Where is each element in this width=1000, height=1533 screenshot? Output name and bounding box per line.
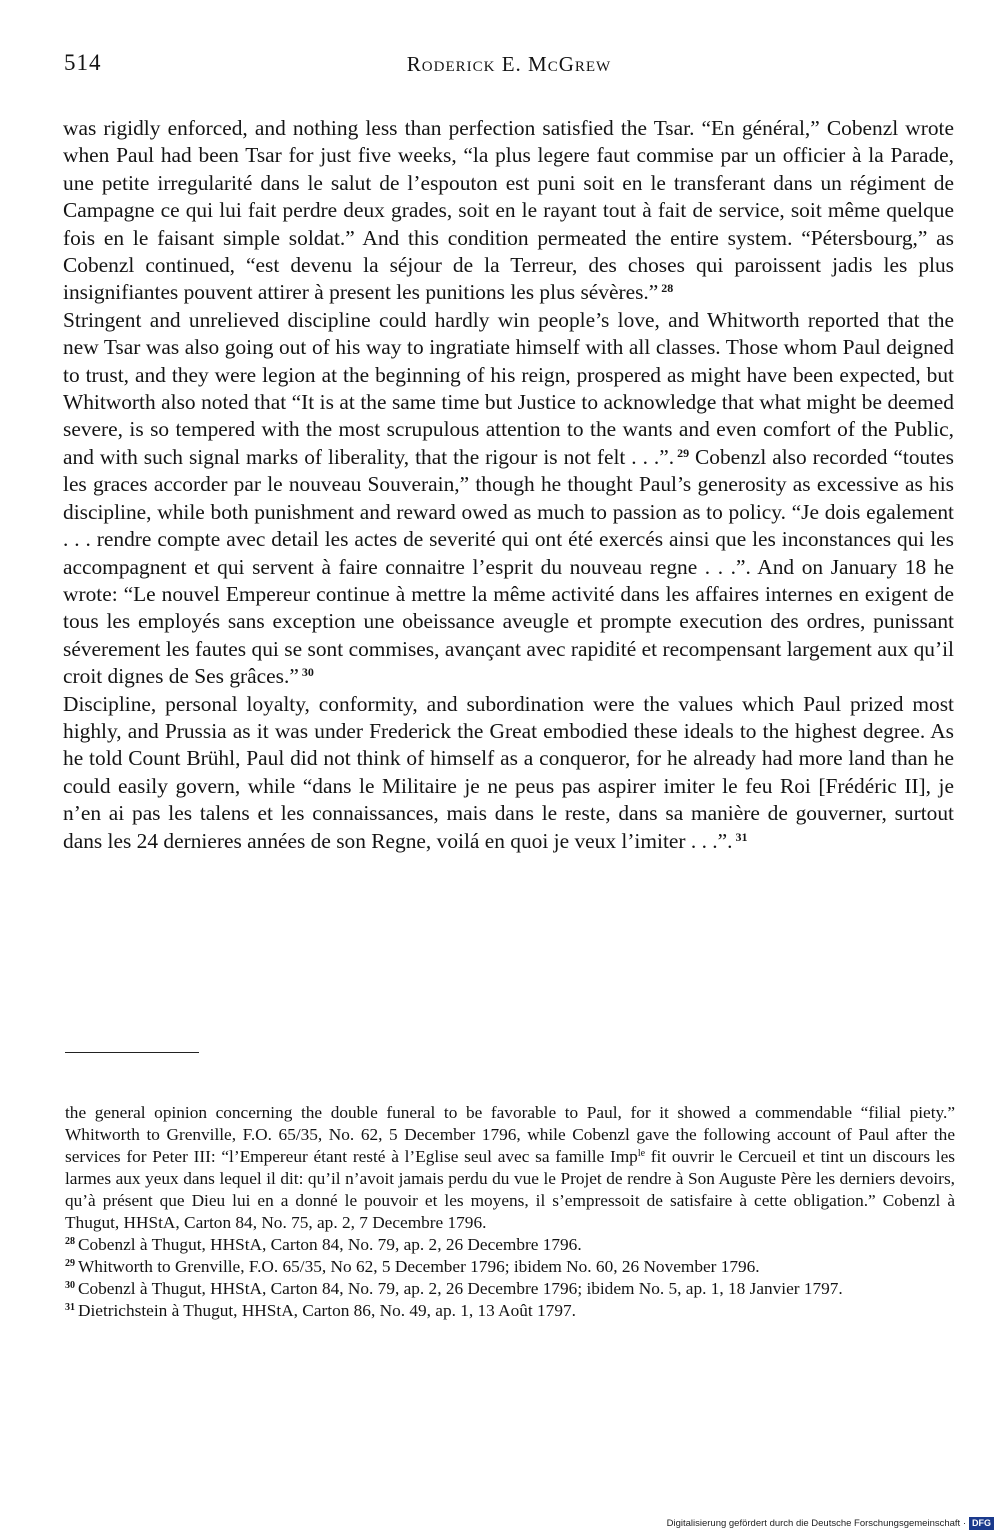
footnote-ref-30: 30 bbox=[301, 665, 314, 680]
footnote-ref-29: 29 bbox=[677, 445, 690, 460]
footnote-28 bbox=[65, 1234, 955, 1256]
digitization-credit bbox=[667, 1517, 994, 1530]
footnote-superscript: le bbox=[637, 1148, 646, 1159]
footnote-30-text: Cobenzl à Thugut, HHStA, Carton 84, No. 79, ap. 2, 26 Decembre 1796; ibidem No. 5, ap. 1, 18 Janvier 1797. bbox=[78, 1279, 843, 1298]
footnote-continued-end: fit ouvrir le Cercueil et tint un discours les larmes aux yeux dans lequel il dit: qu’il n’avoit jamais perdu du vue le Projet de rendre à Son Auguste Père les derniers devoirs, qu’à présent que Dieu lui en a donné le pouvoir et les moyens, il s’empressoit de satisfaire à cette obligation.” Cobenzl à Thugut, HHStA, Carton 84, No. 75, ap. 2, 7 Decembre 1796. bbox=[65, 1147, 955, 1232]
paragraph-1-text: was rigidly enforced, and nothing less than perfection satisfied the Tsar. “En général,” Cobenzl wrote when Paul had been Tsar for just five weeks, “la plus legere faut commise par un officier à la Parade, une petite irregularité dans le salut de l’espouton est puni soit en le transferant dans un régiment de Campagne ce qui lui fait perdre deux grades, soit en le rayant tout à fait de service, soit même quelque fois en le faisant simple soldat.” And this condition permeated the entire system. “Pétersbourg,” as Cobenzl continued, “est devenu la séjour de la Terreur, des choses qui paroissent jadis les plus insignifiantes pouvent attirer à present les punitions les plus sévères.” bbox=[63, 116, 954, 305]
footnote-29-number: 29 bbox=[65, 1258, 75, 1269]
paragraph-2 bbox=[63, 307, 954, 691]
footnote-ref-31: 31 bbox=[735, 829, 748, 844]
paragraph-3 bbox=[63, 691, 954, 855]
footnote-28-text: Cobenzl à Thugut, HHStA, Carton 84, No. 79, ap. 2, 26 Decembre 1796. bbox=[78, 1235, 582, 1254]
page-number: 514 bbox=[64, 50, 102, 75]
footnote-continued bbox=[65, 1102, 955, 1234]
footnote-continued-text: the general opinion concerning the double funeral to be favorable to Paul, for it showed a commendable “filial piety.” Whitworth to Grenville, F.O. 65/35, No. 62, 5 December 1796, while Cobenzl gave the following account of Paul after the services for Peter III: “l’Empereur étant resté à l’Eglise seul avec sa famille Imp bbox=[65, 1103, 955, 1166]
footnote-30 bbox=[65, 1278, 955, 1300]
footnote-31-text: Dietrichstein à Thugut, HHStA, Carton 86, No. 49, ap. 1, 13 Août 1797. bbox=[78, 1301, 576, 1320]
page-header bbox=[64, 50, 954, 80]
footnote-ref-28: 28 bbox=[661, 281, 674, 296]
footnote-29 bbox=[65, 1256, 955, 1278]
dfg-logo-icon: DFG bbox=[969, 1517, 994, 1530]
running-head: Roderick E. McGrew bbox=[406, 52, 612, 76]
footnote-28-number: 28 bbox=[65, 1236, 75, 1247]
footnote-29-text: Whitworth to Grenville, F.O. 65/35, No 62, 5 December 1796; ibidem No. 60, 26 November 1796. bbox=[78, 1257, 760, 1276]
footnotes bbox=[65, 1102, 955, 1322]
footnote-divider bbox=[65, 1052, 199, 1053]
body-text bbox=[63, 115, 954, 855]
paragraph-2-text-a: Stringent and unrelieved discipline could hardly win people’s love, and Whitworth reported that the new Tsar was also going out of his way to ingratiate himself with all classes. Those whom Paul deigned to trust, and they were legion at the beginning of his reign, prospered as might have been expected, but Whitworth also noted that “It is at the same time but Justice to acknowledge that what might be deemed severe, is so tempered with the most scrupulous attention to the wants and even comfort of the Public, and with such signal marks of liberality, that the rigour is not felt . . .”. bbox=[63, 307, 954, 469]
paragraph-1 bbox=[63, 115, 954, 307]
credit-text: Digitalisierung gefördert durch die Deutsche Forschungsgemeinschaft · bbox=[666, 1518, 966, 1529]
paragraph-3-text: Discipline, personal loyalty, conformity, and subordination were the values which Paul prized most highly, and Prussia as it was under Frederick the Great embodied these ideals to the highest degree. As he told Count Brühl, Paul did not think of himself as a conqueror, for he already had more land than he could easily govern, while “dans le Militaire je ne peus pas aspirer imiter le feu Roi [Frédéric II], je n’en ai pas les talens et les connaissances, mais dans le reste, dans sa manière de gouverner, surtout dans les 24 dernieres années de son Regne, voilá en quoi je veux l’imiter . . .”. bbox=[63, 691, 954, 853]
footnote-31-number: 31 bbox=[65, 1302, 75, 1313]
footnote-31 bbox=[65, 1300, 955, 1322]
paragraph-2-text-b: Cobenzl also recorded “toutes les graces accorder par le nouveau Souverain,” though he thought Paul’s generosity as excessive as his discipline, while both punishment and reward owed as much to passion as to policy. “Je dois egalement . . . rendre compte avec detail les actes de severité qui ont été exercés ainsi que les inconstances qui les accompagnent et qui servent à faire connaitre l’esprit du nouveau regne . . .”. And on January 18 he wrote: “Le nouvel Empereur continue à mettre la même activité dans les affaires internes en exigent de tous les employés sans exception une obeissance aveugle et prompte execution des ordres, punissant séverement les fautes qui se sont commises, avançant avec rapidité et recompensant largement aux qu’il croit dignes de Ses grâces.” bbox=[63, 444, 954, 689]
footnote-30-number: 30 bbox=[65, 1280, 75, 1291]
